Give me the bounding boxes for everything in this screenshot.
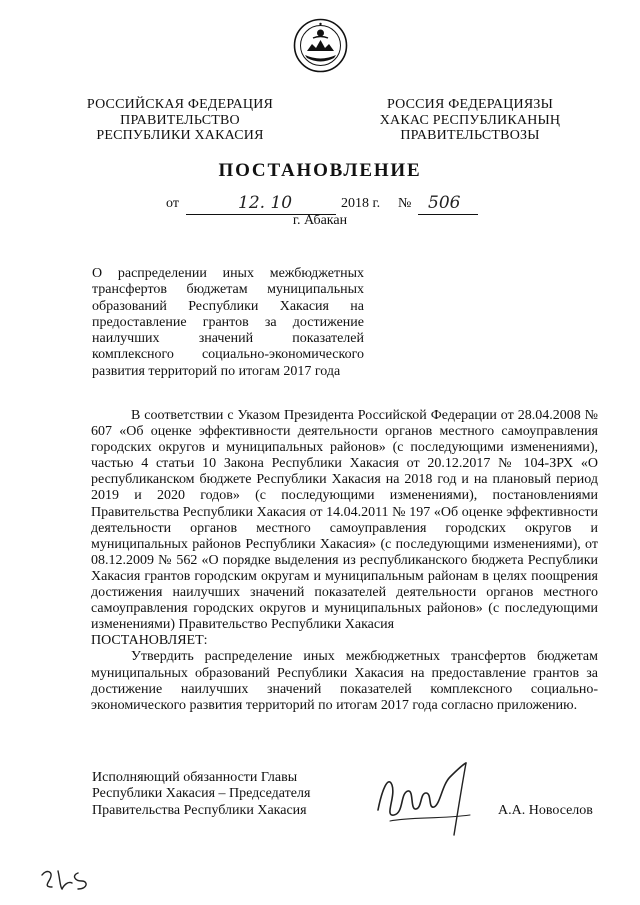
document-body <box>91 408 598 714</box>
year-label: 2018 г. <box>341 196 381 211</box>
header-left-line: ПРАВИТЕЛЬСТВО <box>120 112 240 128</box>
signatory-position-line: Правительства Республики Хакасия <box>92 802 307 818</box>
signatory-position-line: Республики Хакасия – Председателя <box>92 786 311 802</box>
header-right-line: РОССИЯ ФЕДЕРАЦИЯЗЫ <box>386 97 554 112</box>
header-left-line: РЕСПУБЛИКИ ХАКАСИЯ <box>96 128 264 143</box>
header-right <box>345 97 595 144</box>
city-label: г. Абакан <box>292 213 348 228</box>
signatory-position <box>92 770 310 819</box>
header-left <box>55 97 305 144</box>
header-right-line: ПРАВИТЕЛЬСТВОЗЫ <box>400 128 540 143</box>
body-paragraph-resolution: Утвердить распределение иных межбюджетных трансфертов бюджетам муниципальных образований Республики Хакасия на предоставление грантов за достижение наилучших значений показателей комплексного социально-экономического развития территорий по итогам 2017 года согласно приложению. <box>91 649 598 713</box>
handwritten-signature <box>370 755 485 840</box>
number-handwritten: 506 <box>428 193 461 213</box>
date-from-label: от <box>166 196 179 211</box>
header-left-line: РОССИЙСКАЯ ФЕДЕРАЦИЯ <box>86 97 274 112</box>
document-title: ПОСТАНОВЛЕНИЕ <box>218 160 422 181</box>
resolves-word: ПОСТАНОВЛЯЕТ: <box>91 633 208 649</box>
signatory-name: А.А. Новоселов <box>498 803 593 818</box>
signatory-position-line: Исполняющий обязанности Главы <box>92 770 298 785</box>
number-label: № <box>398 196 412 211</box>
header-right-line: ХАКАС РЕСПУБЛИКАНЫҢ <box>379 112 561 128</box>
coat-of-arms-emblem <box>293 18 348 73</box>
document-subject: О распределении иных межбюджетных трансфертов бюджетам муниципальных образований Республики Хакасия на предоставление грантов за достижение наилучших значений показателей комплексного социально-экономического развития территорий по итогам 2017 года <box>92 266 364 379</box>
date-handwritten: 12. 10 <box>238 193 293 213</box>
margin-handwritten-note <box>38 865 98 895</box>
body-paragraph-basis: В соответствии с Указом Президента Российской Федерации от 28.04.2008 № 607 «Об оценке эффективности деятельности органов местного самоуправления городских округов и муниципальных районов» (с последующими изменениями), частью 4 статьи 10 Закона Республики Хакасия от 20.12.2017 № 104-ЗРХ «О республиканском бюджете Республики Хакасия на 2018 год и на плановый период 2019 и 2020 годов» (с последующими изменениями), постановлениями Правительства Республики Хакасия от 14.04.2011 № 197 «Об оценке эффективности деятельности органов местного самоуправления городских округов и муниципальных районов Республики Хакасия» (с последующими изменениями), от 08.12.2009 № 562 «О порядке выделения из республиканского бюджета Республики Хакасия грантов городским округам и муниципальным районам в целях поощрения достижения наилучших значений показателей деятельности органов местного самоуправления городских округов и муниципальных районов» (с последующими изменениями) Правительство Республики Хакасия <box>91 408 598 633</box>
